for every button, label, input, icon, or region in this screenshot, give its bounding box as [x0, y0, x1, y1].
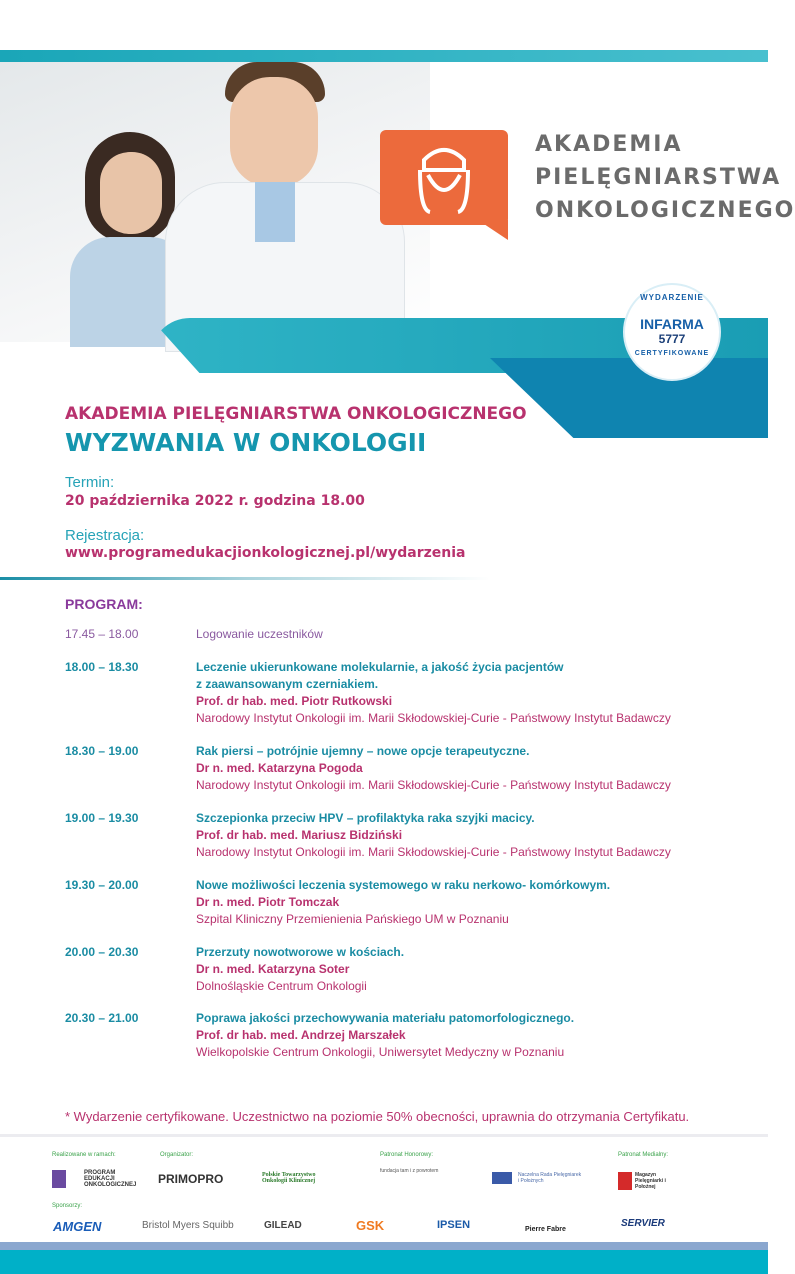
program-institution: Narodowy Instytut Onkologii im. Marii Skłodowskiej-Curie - Państwowy Instytut Badawczy [196, 711, 671, 725]
brand-line: AKADEMIA [535, 132, 683, 157]
program-time: 18.30 – 19.00 [65, 744, 139, 758]
infarma-badge [623, 283, 721, 381]
label-media: Patronat Medialny: [618, 1152, 669, 1158]
bottom-bar-light [0, 1242, 768, 1250]
label-realized: Realizowane w ramach: [52, 1152, 116, 1158]
program-title: Rak piersi – potrójnie ujemny – nowe opcje terapeutyczne. [196, 744, 530, 758]
label-organizer: Organizator: [160, 1152, 194, 1158]
logo-magazyn: Magazyn Pielęgniarki i Położnej [618, 1172, 678, 1190]
program-institution: Wielkopolskie Centrum Onkologii, Uniwersytet Medyczny w Poznaniu [196, 1045, 565, 1059]
divider [0, 577, 490, 580]
program-speaker: Dr n. med. Katarzyna Soter [196, 962, 350, 976]
badge-bottom: CERTYFIKOWANE [634, 350, 710, 357]
logo-ptok: Polskie Towarzystwo Onkologii Klinicznej [262, 1172, 316, 1184]
badge-name: INFARMA [640, 316, 704, 332]
program-heading: PROGRAM: [65, 596, 143, 612]
event-title: WYZWANIA W ONKOLOGII [65, 428, 427, 457]
logo-primopro: PRIMOPRO [158, 1172, 224, 1186]
program-speaker: Prof. dr hab. med. Mariusz Bidziński [196, 828, 403, 842]
program-title: Szczepionka przeciw HPV – profilaktyka raka szyjki macicy. [196, 811, 535, 825]
blue-wedge [490, 358, 768, 438]
program-time: 18.00 – 18.30 [65, 660, 139, 674]
logo-gsk: GSK [356, 1218, 385, 1233]
brand-line: PIELĘGNIARSTWA [535, 165, 782, 190]
badge-top: WYDARZENIE [640, 293, 704, 302]
program-speaker: Dr n. med. Katarzyna Pogoda [196, 761, 363, 775]
footer-divider [0, 1134, 768, 1137]
event-organizer-title: AKADEMIA PIELĘGNIARSTWA ONKOLOGICZNEGO [65, 404, 527, 424]
program-time: 20.30 – 21.00 [65, 1011, 139, 1025]
bottom-bar-teal [0, 1250, 768, 1274]
label-sponsors: Sponsorzy: [52, 1203, 83, 1209]
program-institution: Dolnośląskie Centrum Onkologii [196, 979, 367, 993]
program-title: Przerzuty nowotworowe w kościach. [196, 945, 405, 959]
program-institution: Szpital Kliniczny Przemienienia Pańskiego UM w Poznaniu [196, 912, 509, 926]
program-time: 17.45 – 18.00 [65, 627, 139, 641]
brand-name [535, 128, 795, 227]
program-title: Leczenie ukierunkowane molekularnie, a jakość życia pacjentów [196, 660, 564, 674]
program-time: 19.00 – 19.30 [65, 811, 139, 825]
logo-amgen: AMGEN [53, 1219, 102, 1234]
badge-number: 5777 [658, 332, 686, 346]
top-accent-bar [0, 50, 768, 62]
label-honorary: Patronat Honorowy: [380, 1152, 434, 1158]
registration-label: Rejestracja: [65, 527, 145, 544]
event-date: 20 października 2022 r. godzina 18.00 [65, 493, 365, 509]
registration-link[interactable]: www.programedukacjionkologicznej.pl/wydarzenia [65, 545, 466, 561]
program-title: Nowe możliwości leczenia systemowego w raku nerkowo- komórkowym. [196, 878, 611, 892]
program-institution: Narodowy Instytut Onkologii im. Marii Skłodowskiej-Curie - Państwowy Instytut Badawczy [196, 845, 671, 859]
program-title: Logowanie uczestników [196, 627, 323, 641]
certification-note: * Wydarzenie certyfikowane. Uczestnictwo na poziomie 50% obecności, uprawnia do otrzymania Certyfikatu. [65, 1109, 690, 1124]
logo-fundacja: fundacja tam i z powrotem [380, 1168, 439, 1174]
header-photo-doctors [0, 62, 430, 342]
date-label: Termin: [65, 474, 115, 491]
program-title: z zaawansowanym czerniakiem. [196, 677, 379, 691]
logo-servier: SERVIER [621, 1218, 665, 1229]
program-speaker: Prof. dr hab. med. Piotr Rutkowski [196, 694, 393, 708]
logo-gilead: GILEAD [264, 1220, 302, 1231]
program-speaker: Prof. dr hab. med. Andrzej Marszałek [196, 1028, 406, 1042]
logo-nrpip: Naczelna Rada Pielęgniarek i Położnych [492, 1172, 582, 1184]
brand-line: ONKOLOGICZNEGO [535, 198, 795, 223]
program-time: 20.00 – 20.30 [65, 945, 139, 959]
program-time: 19.30 – 20.00 [65, 878, 139, 892]
program-institution: Narodowy Instytut Onkologii im. Marii Skłodowskiej-Curie - Państwowy Instytut Badawczy [196, 778, 671, 792]
brand-logo-tail [478, 220, 508, 240]
logo-program-edukacji: PROGRAM EDUKACJI ONKOLOGICZNEJ [52, 1170, 132, 1188]
program-speaker: Dr n. med. Piotr Tomczak [196, 895, 340, 909]
logo-bms: Bristol Myers Squibb [142, 1220, 234, 1231]
logo-pierre-fabre: Pierre Fabre [525, 1226, 566, 1233]
logo-ipsen: IPSEN [437, 1219, 471, 1231]
brand-logo-icon [380, 130, 508, 225]
program-title: Poprawa jakości przechowywania materiału patomorfologicznego. [196, 1011, 575, 1025]
